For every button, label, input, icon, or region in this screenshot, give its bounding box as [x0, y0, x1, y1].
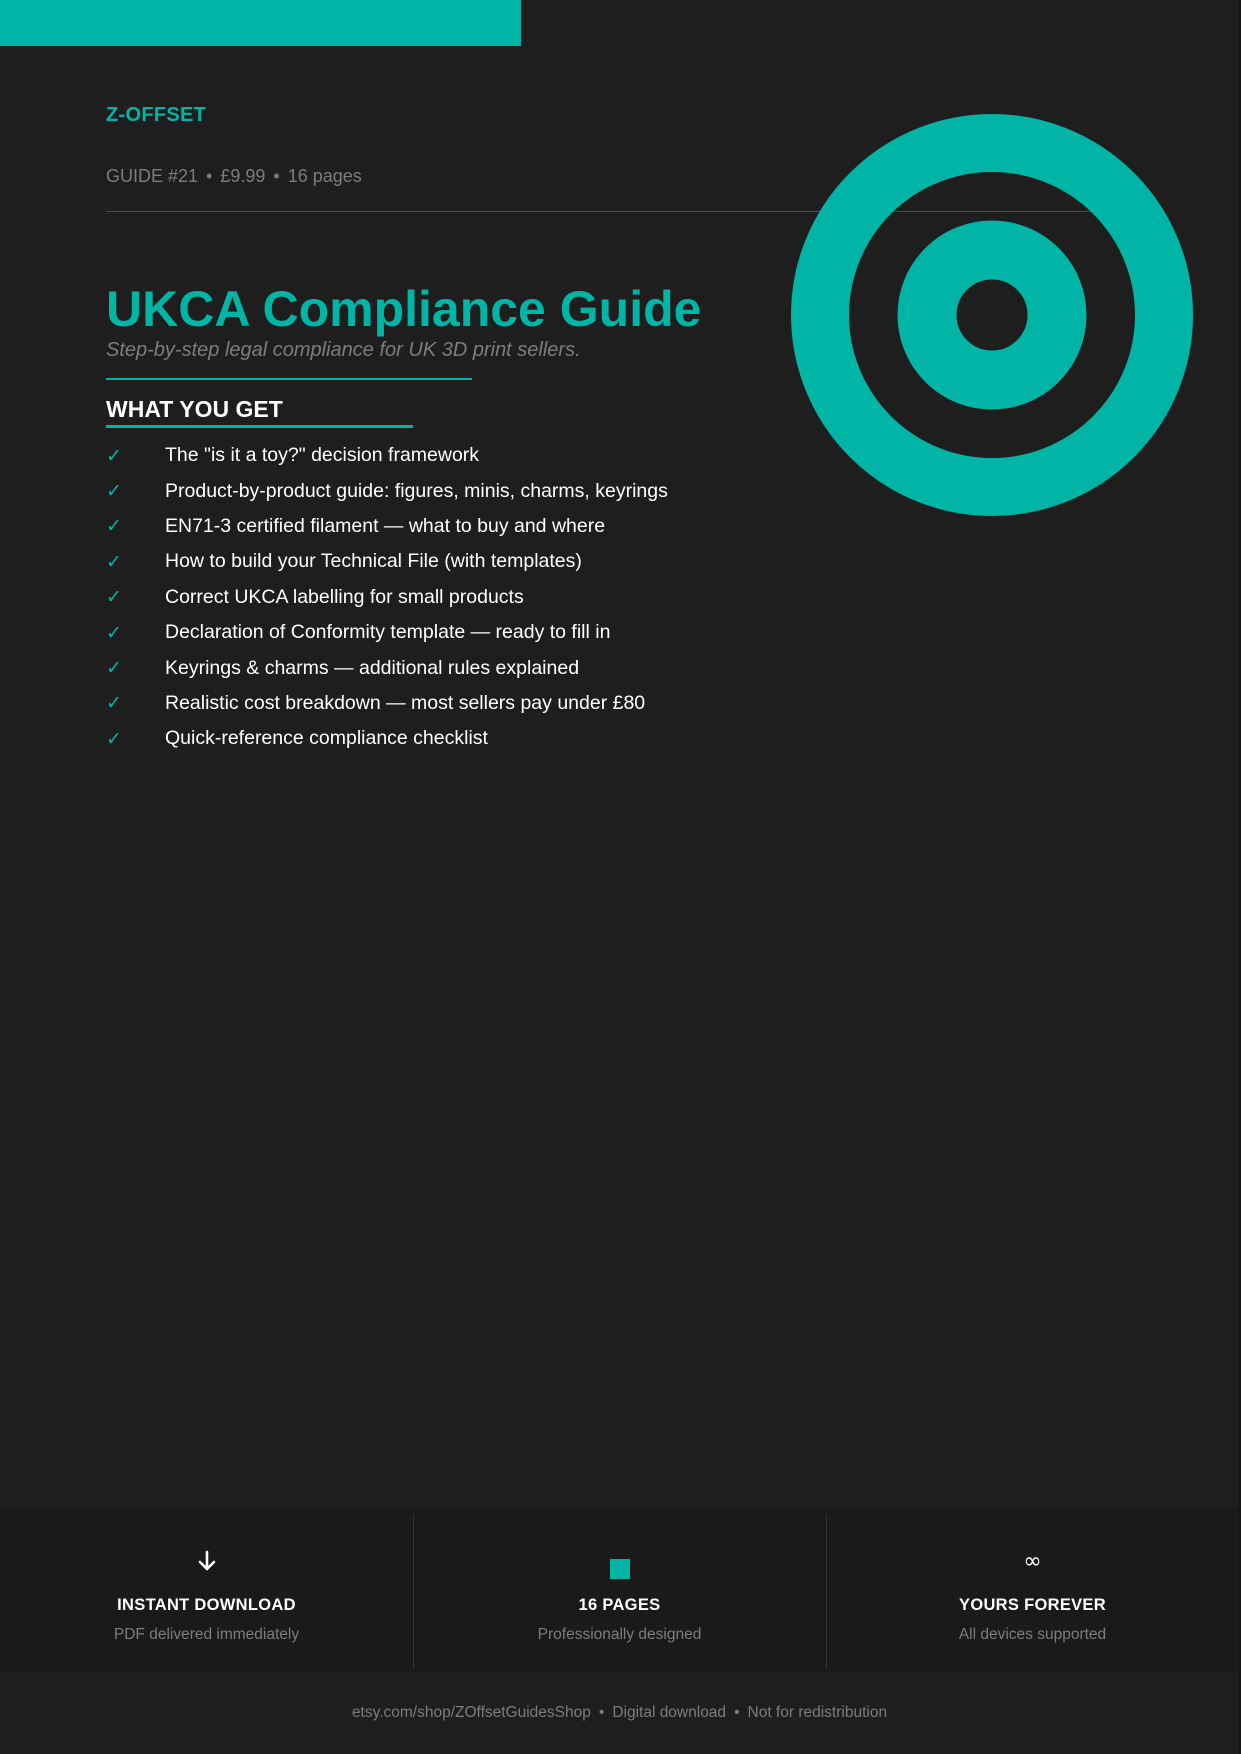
- list-item: [106, 473, 668, 508]
- infinity-icon: ∞: [1023, 1548, 1042, 1574]
- footer-separator: •: [734, 1704, 740, 1721]
- guide-page-count: 16 pages: [287, 166, 362, 186]
- list-item: [106, 686, 668, 721]
- highlight-title: INSTANT DOWNLOAD: [117, 1596, 296, 1614]
- list-item: [106, 544, 668, 579]
- brand-name: Z-OFFSET: [106, 104, 207, 126]
- highlight-yours-forever: [826, 1506, 1239, 1672]
- guide-number: GUIDE #21: [106, 166, 199, 186]
- check-icon: ✓: [106, 444, 122, 467]
- feature-text: How to build your Technical File (with templates): [165, 550, 582, 573]
- shop-url: etsy.com/shop/ZOffsetGuidesShop: [351, 1704, 591, 1721]
- target-rings-graphic: [791, 114, 1193, 516]
- footer-separator: •: [598, 1704, 605, 1721]
- list-item: [106, 509, 668, 544]
- page-subtitle: Step-by-step legal compliance for UK 3D print sellers.: [106, 339, 581, 361]
- meta-separator: •: [273, 166, 280, 186]
- list-item: [106, 721, 668, 756]
- check-icon: ✓: [106, 657, 122, 680]
- guide-meta: [106, 166, 362, 187]
- feature-text: Quick-reference compliance checklist: [165, 727, 488, 750]
- feature-text: Correct UKCA labelling for small products: [165, 585, 524, 608]
- check-icon: ✓: [106, 586, 122, 609]
- page-title: UKCA Compliance Guide: [106, 281, 702, 337]
- meta-separator: •: [206, 166, 213, 186]
- highlight-subtitle: Professionally designed: [537, 1626, 702, 1643]
- guide-price: £9.99: [220, 166, 266, 186]
- highlight-instant-download: [0, 1506, 413, 1672]
- highlights-band: [0, 1506, 1239, 1672]
- top-accent-bar: [0, 0, 521, 46]
- check-icon: ✓: [106, 692, 122, 715]
- feature-text: The "is it a toy?" decision framework: [165, 444, 480, 467]
- list-item: [106, 580, 668, 615]
- license-note: Not for redistribution: [747, 1704, 888, 1721]
- footer-line: [0, 1704, 1239, 1722]
- download-arrow-icon: [0, 1546, 413, 1576]
- check-icon: ✓: [106, 621, 122, 644]
- highlight-title: 16 PAGES: [578, 1596, 661, 1614]
- feature-text: Realistic cost breakdown — most sellers pay under £80: [165, 691, 646, 714]
- target-inner-ring: [927, 250, 1057, 380]
- feature-text: Product-by-product guide: figures, minis, charms, keyrings: [165, 479, 668, 502]
- check-icon: ✓: [106, 727, 122, 750]
- subtitle-underline: [106, 378, 472, 380]
- list-item: [106, 438, 668, 473]
- feature-text: EN71-3 certified filament — what to buy and where: [165, 514, 606, 537]
- check-icon: ✓: [106, 550, 122, 573]
- section-heading: WHAT YOU GET: [106, 396, 283, 422]
- delivery-note: Digital download: [612, 1704, 727, 1721]
- highlight-title: YOURS FOREVER: [959, 1596, 1106, 1614]
- page-square-icon: [413, 1546, 826, 1576]
- feature-text: Declaration of Conformity template — ready to fill in: [165, 621, 611, 644]
- list-item: [106, 615, 668, 650]
- target-outer-ring: [820, 143, 1164, 487]
- list-item: [106, 650, 668, 685]
- check-icon: ✓: [106, 480, 122, 503]
- highlight-page-count: [413, 1506, 826, 1672]
- section-underline: [106, 425, 413, 428]
- check-icon: ✓: [106, 515, 122, 538]
- feature-list: [106, 438, 668, 757]
- footer: [0, 1672, 1239, 1754]
- highlight-subtitle: All devices supported: [958, 1626, 1107, 1643]
- highlight-subtitle: PDF delivered immediately: [113, 1626, 300, 1643]
- feature-text: Keyrings & charms — additional rules explained: [165, 656, 580, 679]
